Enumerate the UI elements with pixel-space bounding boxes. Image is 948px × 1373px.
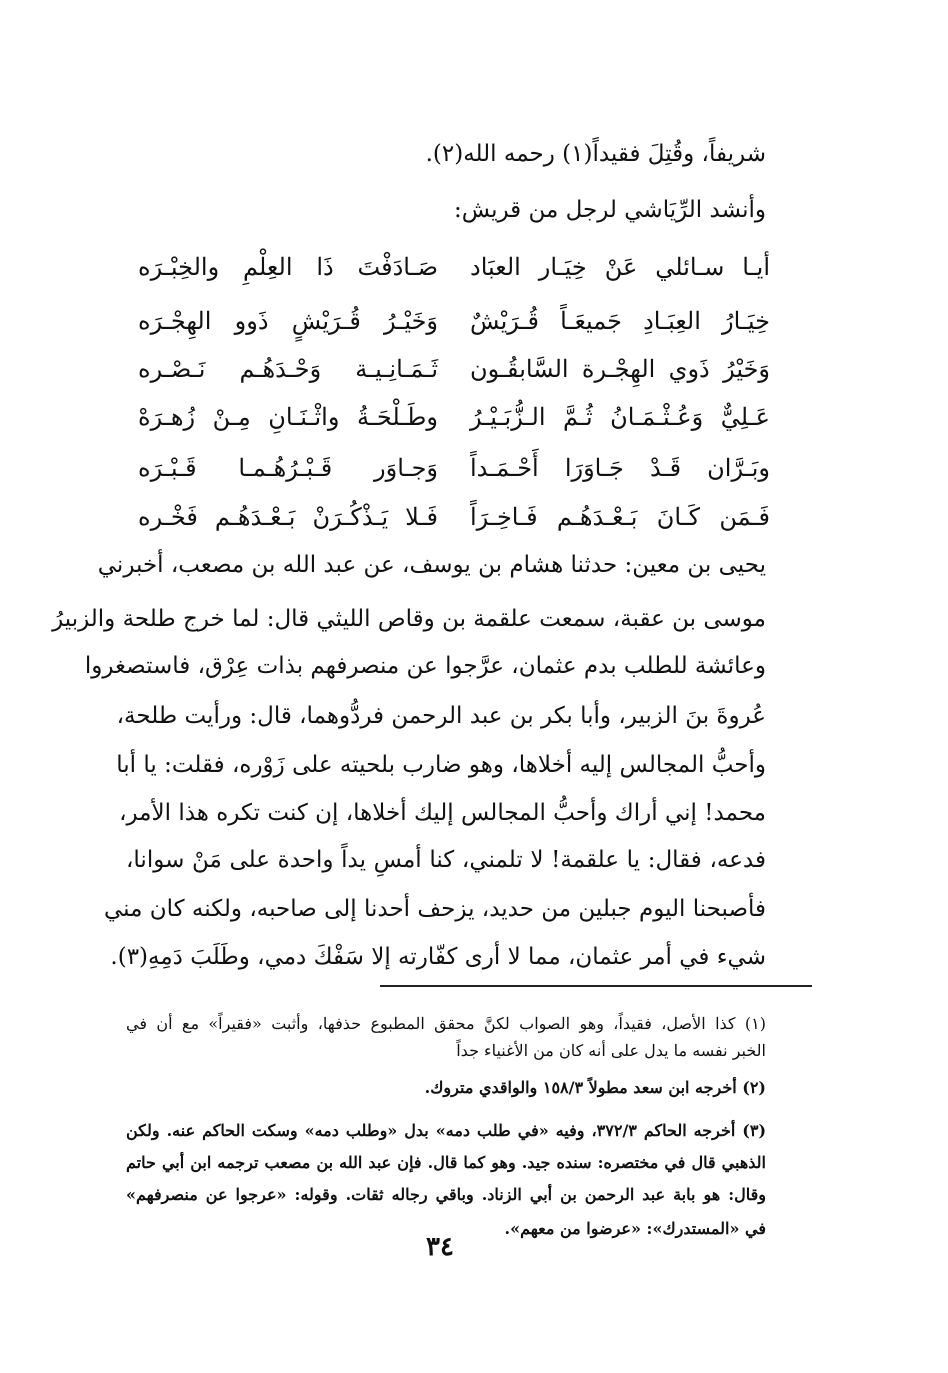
hemistich-first: فَـمَن كَـانَ بَـعْـدَهُـم فَـاخِـرَاً xyxy=(470,503,770,531)
hemistich-second: وَخَيْـرُ قُـرَيْشٍ ذَوو الهِجْـرَه xyxy=(138,307,438,335)
footnote-2: (٢) أخرجه ابن سعد مطولاً ١٥٨/٣ والواقدي متروك. xyxy=(424,1078,766,1097)
hemistich-second: وَجـاوَر قَـبْـرُهُـمـا قَـبْـرَه xyxy=(138,454,438,482)
body-line: وأحبُّ المجالس إليه أخلاها، وهو ضارب بلحيته على زَوْره، فقلت: يا أبا xyxy=(116,752,766,778)
body-line: فأصبحنا اليوم جبلين من حديد، يزحف أحدنا إلى صاحبه، ولكنه كان مني xyxy=(104,896,766,922)
poem-verse xyxy=(138,397,770,437)
hemistich-second: ثَـمَـانِـيـة وَحْـدَهُـم نَـصْـره xyxy=(138,355,438,383)
footnote-1-line: الخبر نفسه ما يدل على أنه كان من الأغنياء جداً xyxy=(456,1041,766,1060)
poem-verse xyxy=(138,448,770,488)
page-number: ٣٤ xyxy=(426,1232,454,1262)
poem-verse xyxy=(138,497,770,537)
footnote-1-line: (١) كذا الأصل، فقيداً، وهو الصواب لكنَّ محقق المطبوع حذفها، وأثبت «فقيراً» مع أن في xyxy=(126,1014,766,1033)
hemistich-second: صَـادَفْتَ ذَا العِلْمِ والخِبْـرَه xyxy=(138,253,438,281)
body-line: شيء في أمر عثمان، مما لا أرى كفّارته إلا سَفْكَ دمي، وطَلَبَ دَمِهِ(٣). xyxy=(110,944,766,970)
footnote-3-line: وقال: هو بابة عبد الرحمن بن أبي الزناد. وباقي رجاله ثقات. وقوله: «عرجوا عن منصرفهم» xyxy=(126,1185,766,1204)
body-line: يحيى بن معين: حدثنا هشام بن يوسف، عن عبد الله بن مصعب، أخبرني xyxy=(97,552,766,578)
poem-verse xyxy=(138,301,770,341)
body-line: موسى بن عقبة، سمعت علقمة بن وقاص الليثي قال: لما خرج طلحة والزبيرُ xyxy=(52,606,766,632)
footnote-3-line: الذهبي قال في مختصره: سنده جيد. وهو كما قال. فإن عبد الله بن مصعب ترجمه ابن أبي حاتم xyxy=(126,1153,766,1172)
body-line: فدعه، فقال: يا علقمة! لا تلمني، كنا أمسِ يداً واحدة على مَنْ سوانا، xyxy=(126,847,766,873)
hemistich-first: أيـا سـائلي عَنْ خِيَـار العبَاد xyxy=(470,253,770,281)
footnote-divider xyxy=(380,985,812,987)
body-line: عُروةَ بنَ الزبير، وأبا بكر بن عبد الرحمن فردُّوهما، قال: ورأيت طلحة، xyxy=(116,703,766,729)
poem-verse xyxy=(138,247,770,287)
hemistich-first: عَـلِيٌّ وَعُـثْـمَـانُ ثُـمَّ الـزُّبَـيْـرُ xyxy=(470,403,770,431)
hemistich-first: وَخَيْرُ ذَوي الهِجْـرة السَّابقُـون xyxy=(470,355,770,383)
hemistich-second: فَـلا يَـذْكُـرَنْ بَـعْـدَهُـم فَخْـره xyxy=(138,503,438,531)
hemistich-first: وبَـرَّان قَـدْ جَـاوَرَا أَحْـمَـداً xyxy=(470,454,770,482)
body-line: وعائشة للطلب بدم عثمان، عرَّجوا عن منصرفهم بذات عِرْق، فاستصغروا xyxy=(84,653,766,679)
hemistich-second: وطَـلْحَـةُ واثْـنَـانِ مِـنْ زُهـرَهْ xyxy=(138,403,438,431)
body-line: محمد! إني أراك وأحبُّ المجالس إليك أخلاها، إن كنت تكره هذا الأمر، xyxy=(119,800,766,826)
footnote-3-line: (٣) أخرجه الحاكم ٣٧٢/٣، وفيه «في طلب دمه» بدل «وطلب دمه» وسكت الحاكم عنه. ولكن xyxy=(126,1121,767,1140)
hemistich-first: خِيَـارُ العِبَـادِ جَميعَـاً قُـرَيْشٌ xyxy=(470,307,770,335)
intro-line: وأنشد الرِّيَاشي لرجل من قريش: xyxy=(454,197,766,223)
poem-verse xyxy=(138,349,770,389)
footnote-3-line: في «المستدرك»: «عرضوا من معهم». xyxy=(504,1219,766,1238)
intro-line: شريفاً، وقُتِلَ فقيداً(١) رحمه الله(٢). xyxy=(425,141,766,167)
